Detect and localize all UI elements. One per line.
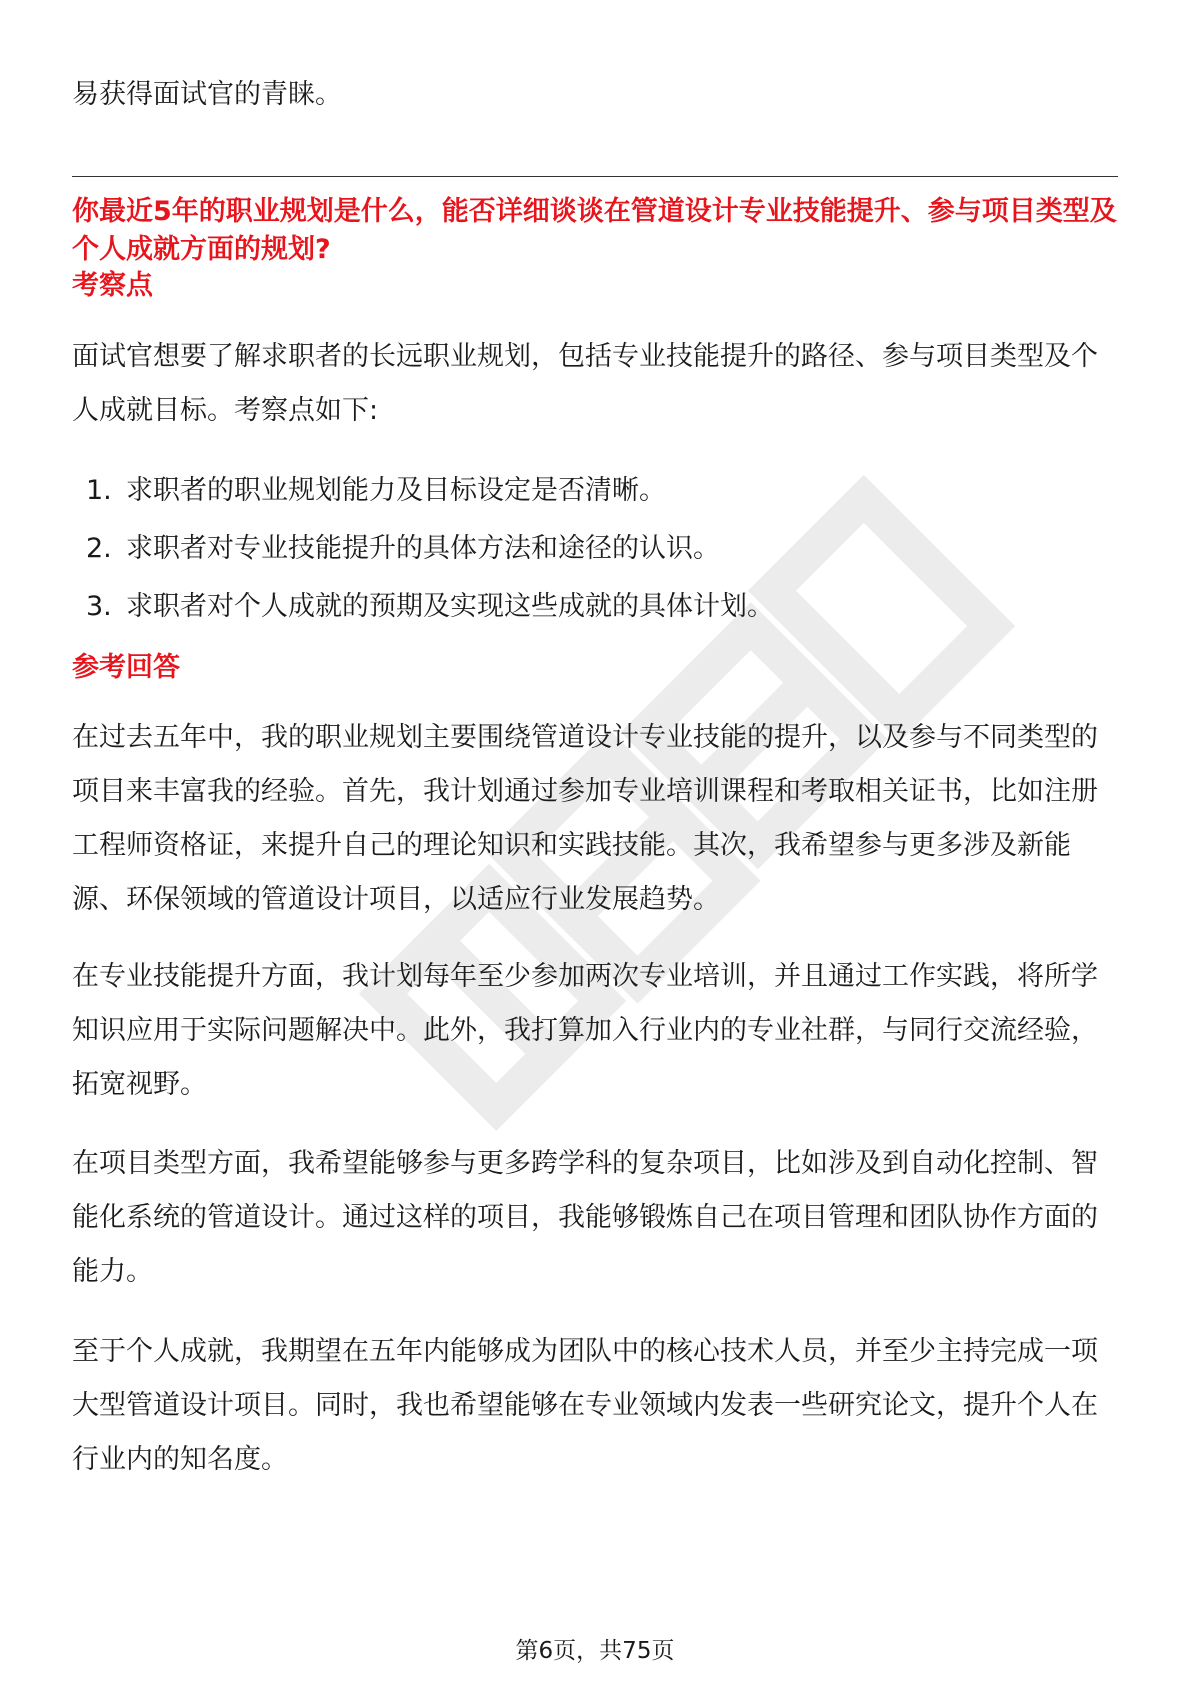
focus-section-title: 考察点 <box>72 270 153 301</box>
answer-section-title: 参考回答 <box>72 652 180 683</box>
answer-paragraph <box>72 1325 1118 1487</box>
list-item <box>86 462 1116 520</box>
page-number-footer: 第6页，共75页 <box>515 1638 675 1664</box>
focus-intro <box>72 330 1118 438</box>
answer-paragraph <box>72 711 1118 927</box>
answer-paragraph <box>72 1137 1118 1299</box>
list-item <box>86 520 1116 578</box>
answer-paragraph-text: 在项目类型方面，我希望能够参与更多跨学科的复杂项目，比如涉及到自动化控制、智能化系统的管道设计。通过这样的项目，我能够锻炼自己在项目管理和团队协作方面的能力。 <box>72 1148 1098 1287</box>
list-item-text: 求职者的职业规划能力及目标设定是否清晰。 <box>126 475 666 506</box>
intro-tail-text: 易获得面试官的青睐。 <box>72 79 342 110</box>
answer-paragraph-text: 至于个人成就，我期望在五年内能够成为团队中的核心技术人员，并至少主持完成一项大型管道设计项目。同时，我也希望能够在专业领域内发表一些研究论文，提升个人在行业内的知名度。 <box>72 1336 1098 1475</box>
list-item-number: 1. <box>86 475 112 506</box>
list-item-text: 求职者对个人成就的预期及实现这些成就的具体计划。 <box>126 591 774 622</box>
focus-list <box>86 462 1116 636</box>
answer-paragraph <box>72 950 1118 1112</box>
list-item <box>86 578 1116 636</box>
answer-paragraph-text: 在过去五年中，我的职业规划主要围绕管道设计专业技能的提升，以及参与不同类型的项目来丰富我的经验。首先，我计划通过参加专业培训课程和考取相关证书，比如注册工程师资格证，来提升自己的理论知识和实践技能。其次，我希望参与更多涉及新能源、环保领域的管道设计项目，以适应行业发展趋势。 <box>72 722 1098 915</box>
focus-intro-text: 面试官想要了解求职者的长远职业规划，包括专业技能提升的路径、参与项目类型及个人成就目标。考察点如下: <box>72 341 1098 426</box>
document-page <box>72 0 1118 1684</box>
section-divider <box>72 176 1118 177</box>
answer-paragraph-text: 在专业技能提升方面，我计划每年至少参加两次专业培训，并且通过工作实践，将所学知识应用于实际问题解决中。此外，我打算加入行业内的专业社群，与同行交流经验，拓宽视野。 <box>72 961 1098 1100</box>
list-item-number: 3. <box>86 591 112 622</box>
list-item-text: 求职者对专业技能提升的具体方法和途径的认识。 <box>126 533 720 564</box>
question-heading: 你最近5年的职业规划是什么，能否详细谈谈在管道设计专业技能提升、参与项目类型及个人成就方面的规划? <box>72 196 1117 265</box>
list-item-number: 2. <box>86 533 112 564</box>
